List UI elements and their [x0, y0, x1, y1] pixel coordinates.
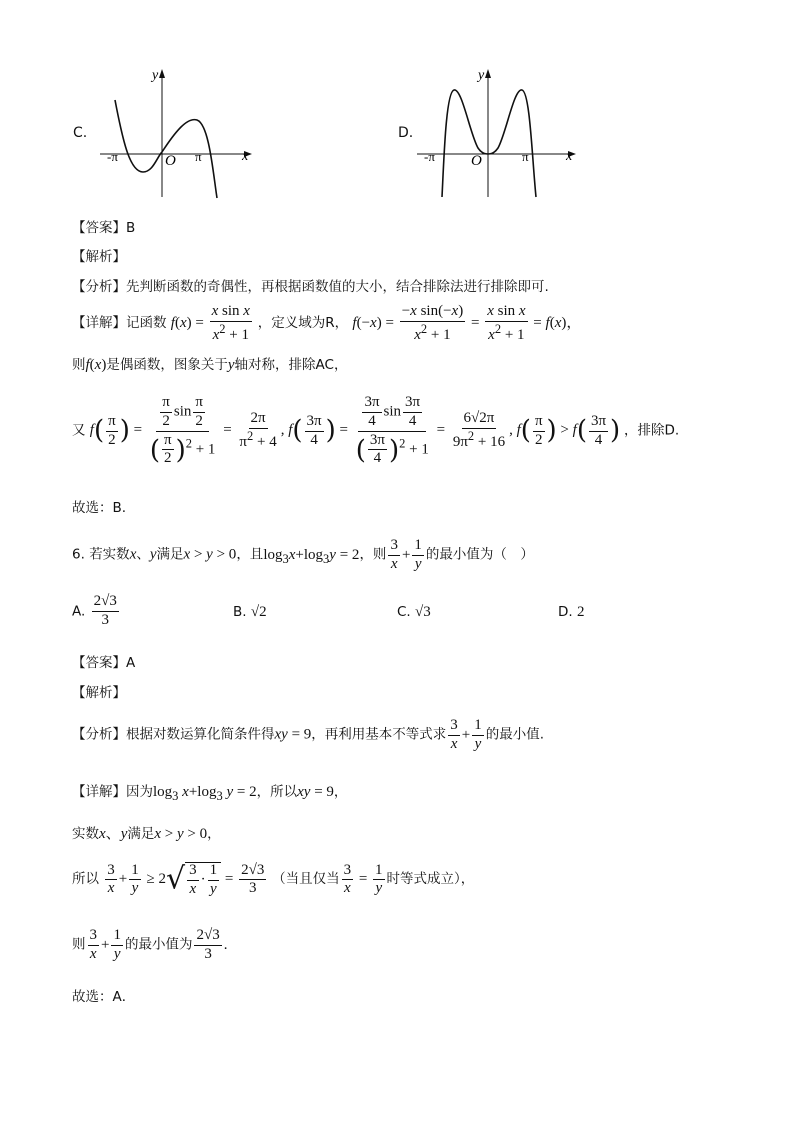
curve-d — [442, 90, 536, 197]
am-gm-inequality: $\frac{3}{x}$ + $\frac{1}{y}$ ≥ 2√ $\frac{3}{x}$ · $\frac{1}{y}$ = $\frac{2√3}{3}$ — [107, 861, 265, 897]
y-axis-arrow-icon — [485, 69, 491, 78]
curve-c — [115, 100, 217, 198]
q5-fenxi — [72, 275, 549, 295]
fenxi-text: 先判断函数的奇偶性，再根据函数值的大小，结合排除法进行排除即可. — [126, 279, 549, 295]
q6-option-d[interactable]: D. 2 — [558, 604, 585, 620]
q6-xiangjie-line4: 则 $\frac{3}{x}$ + $\frac{1}{y}$ 的最小值为 $\frac{2√3}{3}$ . — [72, 927, 228, 962]
origin-label: O — [471, 153, 482, 169]
f-neg-formula: f(−x) = $\frac{\text{−x sin(−x)}}{x^2 + 1}$ = $\frac{\text{x sin x}}{x^2 + 1}$ = f(x)， — [352, 303, 582, 343]
neg-pi-label: -π — [107, 149, 118, 164]
q6-stem: 6. 若实数x、y满足x > y > 0，且$\log_3x+\log_3y = 2$，则 $\frac{3}{x}$ + $\frac{1}{y}$ 的最小值为（ ） — [72, 537, 534, 572]
option-d-label: D. — [398, 125, 414, 141]
q6-analysis-tag: 【解析】 — [72, 685, 126, 701]
q5-xiangjie-line3: 又 f( $\frac{\pi}{2}$ ) = $\frac{\pi}{2}$ sin $\frac{\pi}{2}$ ( $\frac{\pi}{2}$ )$^2$ + 1 = $\frac{2\pi}{\pi^2 + 4}$ , f( $\frac{3\pi}{4}$ ) = $\frac{3\pi}{4}$ sin $\frac{3\pi}{4}$ ( $\frac{3\pi}{4}$ )$^2$ + 1 = $\frac{6√2\pi}{9\pi^2 + 16}$ , f( $\frac{\pi}{2}$ ) > f( $\frac{3\pi}{4}$ ) ，排除D. — [72, 394, 680, 467]
y-axis-label: y — [478, 68, 485, 83]
q6-xiangjie-line1: 【详解】因为$\log_3 x+\log_3$ y = 2，所以xy = 9， — [72, 784, 348, 803]
q6-option-b[interactable]: B. √2 — [233, 604, 267, 620]
answer-tag: 【答案】 — [72, 220, 126, 236]
xiangjie-tag: 【详解】 — [72, 784, 126, 800]
option-c-label: C. — [73, 125, 88, 141]
xiangjie-tag: 【详解】 — [72, 315, 126, 332]
answer-tag: 【答案】 — [72, 655, 126, 671]
q6-xiangjie-line2: 实数x、y满足x > y > 0， — [72, 826, 221, 842]
q6-answer — [72, 651, 135, 671]
fenxi-tag: 【分析】 — [72, 279, 126, 295]
f-compare-formula: f( $\frac{\pi}{2}$ ) = $\frac{\pi}{2}$ sin $\frac{\pi}{2}$ ( $\frac{\pi}{2}$ )$^2$ + 1 = $\frac{2\pi}{\pi^2 + 4}$ , f( $\frac{3\pi}{4}$ ) = $\frac{3\pi}{4}$ sin $\frac{3\pi}{4}$ ( $\frac{3\pi}{4}$ )$^2$ + 1 = $\frac{6√2\pi}{9\pi^2 + 16}$ , f( $\frac{\pi}{2}$ ) > f( $\frac{3\pi}{4}$ ) — [89, 394, 621, 467]
pi-label: π — [522, 149, 529, 164]
q6-conclusion: 故选：A． — [72, 989, 136, 1005]
q6-option-c[interactable]: C. √3 — [397, 604, 431, 620]
answer-value: B — [126, 220, 136, 236]
q6-number: 6. — [72, 546, 85, 563]
y-axis-label: y — [152, 68, 159, 83]
q6-option-a[interactable]: A. $\frac{2√3}{3}$ — [72, 593, 117, 628]
x-axis-label: x — [566, 149, 573, 164]
q5-analysis-tag: 【解析】 — [72, 249, 126, 265]
answer-value: A — [126, 655, 136, 671]
origin-label: O — [165, 153, 176, 169]
q6-fenxi: 【分析】根据对数运算化简条件得xy = 9，再利用基本不等式求 $\frac{3}{x}$ + $\frac{1}{y}$ 的最小值. — [72, 717, 545, 752]
q5-conclusion: 故选：B. — [72, 500, 127, 516]
graph-d — [414, 62, 584, 202]
neg-pi-label: -π — [424, 149, 435, 164]
y-axis-arrow-icon — [159, 69, 165, 78]
q5-xiangjie-line1: 【详解】记函数 f(x) = $\frac{\text{x sin x}}{x^2 + 1}$ ，定义域为R， f(−x) = $\frac{\text{−x sin(−x)}}{x^2 + 1}$ = $\frac{\text{x sin x}}{x^2 + 1}$ = f(x)， — [72, 303, 582, 343]
pi-label: π — [195, 149, 202, 164]
x-axis-label: x — [242, 149, 249, 164]
q6-xiangjie-line3: 所以 $\frac{3}{x}$ + $\frac{1}{y}$ ≥ 2√ $\frac{3}{x}$ · $\frac{1}{y}$ = $\frac{2√3}{3}$ （当且仅当 $\frac{3}{x}$ = $\frac{1}{y}$ 时等式成立）， — [72, 861, 475, 897]
q5-xiangjie-line2: 则f(x)是偶函数，图象关于y轴对称，排除AC， — [72, 357, 348, 373]
f-def-formula: f(x) = $\frac{\text{x sin x}}{x^2 + 1}$ — [170, 303, 250, 343]
q5-answer — [72, 216, 135, 236]
graph-c — [95, 62, 265, 202]
fenxi-tag: 【分析】 — [72, 726, 126, 743]
